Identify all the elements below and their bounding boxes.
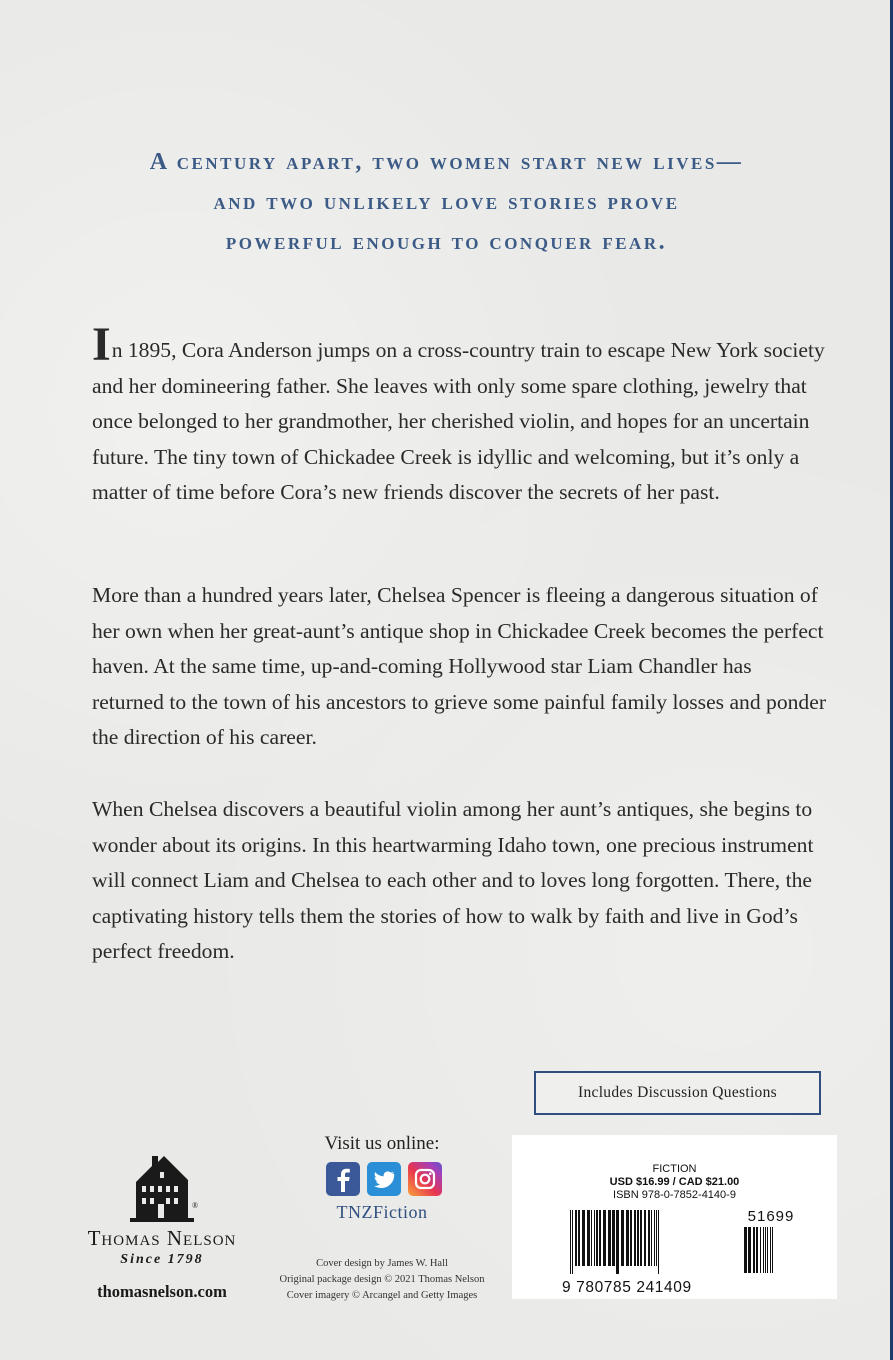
tagline-line-2: and two unlikely love stories prove bbox=[213, 189, 680, 215]
barcode-bar bbox=[651, 1210, 652, 1266]
discussion-questions-label: Includes Discussion Questions bbox=[578, 1084, 777, 1101]
barcode-bar bbox=[748, 1227, 751, 1273]
barcode-bar bbox=[594, 1210, 595, 1266]
barcode-bar bbox=[591, 1210, 592, 1266]
barcode-bar bbox=[767, 1227, 768, 1273]
barcode-bar bbox=[616, 1210, 619, 1274]
book-category: FICTION bbox=[652, 1163, 697, 1175]
barcode-bar bbox=[634, 1210, 636, 1266]
price-block bbox=[512, 1163, 837, 1202]
description-paragraph-2: More than a hundred years later, Chelsea Spencer is fleeing a dangerous situation of her own when her great-aunt’s antique shop in Chickadee Creek becomes the perfect haven. At the same time, up-and-coming Hollywood star Liam Chandler has returned to the town of his ancestors to grieve some painful family losses and ponder the direction of his career. bbox=[92, 583, 827, 749]
barcode-bar bbox=[756, 1227, 758, 1273]
barcode-bar bbox=[582, 1210, 585, 1266]
barcode-bar bbox=[753, 1227, 755, 1273]
credit-line-3: Cover imagery © Arcangel and Getty Images bbox=[286, 1290, 478, 1301]
barcode-bar bbox=[599, 1210, 601, 1266]
house-logo-icon bbox=[122, 1148, 202, 1224]
barcode-panel bbox=[512, 1135, 837, 1299]
book-isbn: ISBN 978-0-7852-4140-9 bbox=[613, 1189, 736, 1201]
barcode-bar bbox=[570, 1210, 571, 1274]
paragraph-1-text: n 1895, Cora Anderson jumps on a cross-country train to escape New York society and her domineering father. She leaves with only some spare clothing, jewelry that once belonged to her grandmother, her cherished violin, and hopes for an uncertain future. The tiny town of Chickadee Creek is idyllic and welcoming, but it’s only a matter of time before Cora’s new friends discover the secrets of her past. bbox=[92, 338, 825, 504]
barcode-bar bbox=[760, 1227, 761, 1273]
barcode-bar bbox=[578, 1210, 580, 1266]
trademark-mark: ® bbox=[192, 1201, 199, 1210]
social-icons-row bbox=[326, 1162, 442, 1198]
publisher-since: Since 1798 bbox=[120, 1252, 204, 1267]
barcode-bar bbox=[572, 1210, 573, 1274]
social-handle[interactable]: TNZFiction bbox=[336, 1202, 428, 1222]
barcode-bar bbox=[644, 1210, 646, 1266]
barcode-bar bbox=[608, 1210, 611, 1266]
barcode-bar bbox=[612, 1210, 615, 1266]
tagline bbox=[0, 142, 893, 262]
description-paragraph-1 bbox=[92, 318, 827, 511]
barcode-bar bbox=[770, 1227, 771, 1273]
publisher-logo bbox=[62, 1148, 262, 1229]
barcode-bar bbox=[603, 1210, 606, 1266]
publisher-name: Thomas Nelson bbox=[87, 1226, 237, 1250]
barcode-digits: 9 780785 241409 bbox=[562, 1279, 692, 1296]
tagline-line-1: A century apart, two women start new lives— bbox=[149, 149, 744, 175]
barcode-bar bbox=[765, 1227, 766, 1273]
facebook-icon[interactable] bbox=[326, 1162, 360, 1196]
barcode-bar bbox=[637, 1210, 639, 1266]
barcode-bar bbox=[575, 1210, 577, 1266]
price-addon-barcode bbox=[742, 1227, 798, 1281]
barcode-bar bbox=[587, 1210, 590, 1266]
barcode-bar bbox=[630, 1210, 632, 1266]
discussion-questions-badge bbox=[534, 1071, 821, 1115]
barcode-bar bbox=[654, 1210, 655, 1266]
drop-cap: I bbox=[92, 318, 111, 371]
publisher-url[interactable]: thomasnelson.com bbox=[97, 1282, 227, 1301]
instagram-icon[interactable] bbox=[408, 1162, 442, 1196]
barcode-bar bbox=[763, 1227, 764, 1273]
twitter-icon[interactable] bbox=[367, 1162, 401, 1196]
barcode-bar bbox=[656, 1210, 657, 1266]
price-code: 51699 bbox=[747, 1208, 795, 1225]
credit-line-2: Original package design © 2021 Thomas Nelson bbox=[279, 1274, 485, 1285]
barcode-bar bbox=[626, 1210, 629, 1266]
isbn-barcode bbox=[568, 1210, 738, 1274]
barcode-bar bbox=[772, 1227, 773, 1273]
barcode-bar bbox=[744, 1227, 747, 1273]
barcode-bar bbox=[658, 1210, 659, 1274]
book-price: USD $16.99 / CAD $21.00 bbox=[609, 1176, 740, 1188]
description-paragraph-3: When Chelsea discovers a beautiful violin among her aunt’s antiques, she begins to wonder about its origins. In this heartwarming Idaho town, one precious instrument will connect Liam and Chelsea to each other and to loves long forgotten. There, the captivating history tells them the stories of how to walk by faith and live in God’s perfect freedom. bbox=[92, 797, 814, 963]
credit-line-1: Cover design by James W. Hall bbox=[316, 1258, 448, 1269]
barcode-bar bbox=[621, 1210, 624, 1266]
cover-credits bbox=[262, 1256, 502, 1304]
barcode-bar bbox=[596, 1210, 598, 1266]
barcode-bar bbox=[640, 1210, 642, 1266]
tagline-line-3: powerful enough to conquer fear. bbox=[225, 229, 668, 255]
barcode-bar bbox=[648, 1210, 650, 1266]
visit-us-label: Visit us online: bbox=[324, 1133, 440, 1154]
